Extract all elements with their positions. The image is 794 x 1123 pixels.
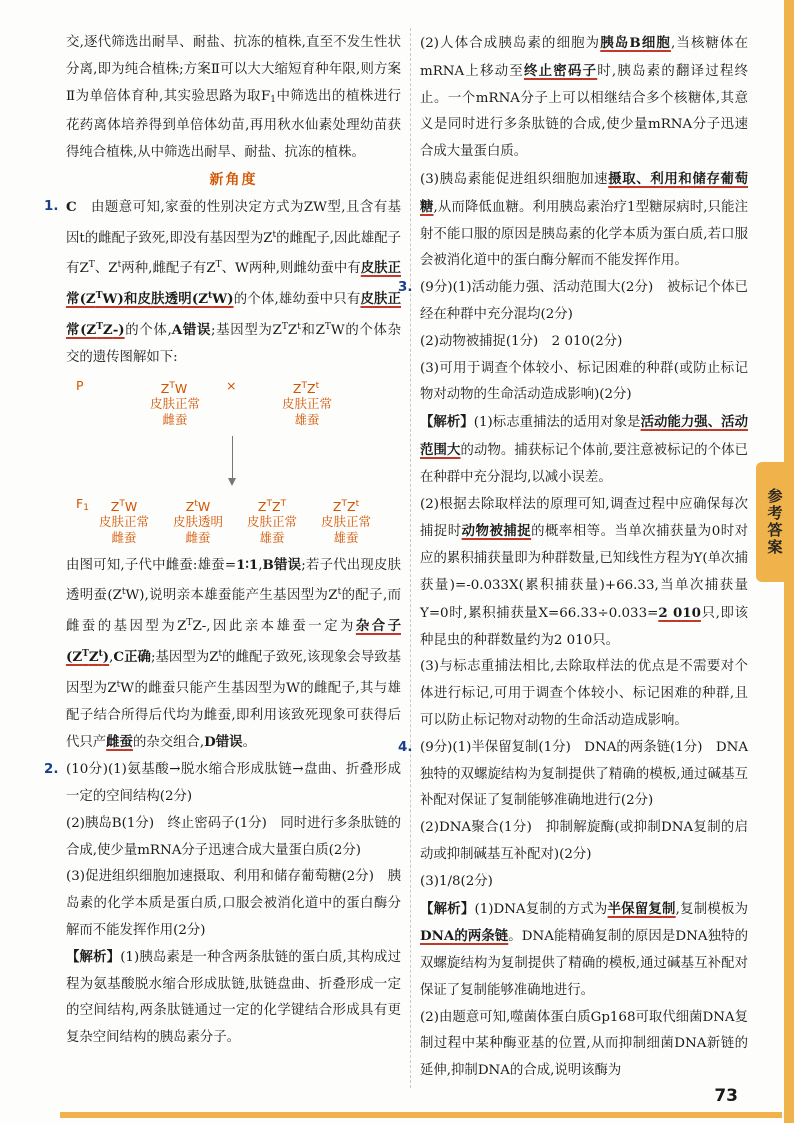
q4-analysis-part2: (2)由题意可知,噬菌体蛋白质Gp168可取代细菌DNA复制过程中某种酶亚基的位置,从而抑制细菌DNA新链的延伸,抑制DNA的合成,说明该酶为 [420, 1009, 748, 1079]
q1-answer: 1. C 由题意可知,家蚕的性别决定方式为ZW型,且含有基因t的雌配子致死,即没有基因型为$Z^t$的雌配子,因此雄配子有$Z^T$、$Z^t$两种,雌配子有$Z^T$、W两种,则雌幼蚕中有皮肤正常$(Z^TW)$和皮肤透明$(Z^tW)$的个体,雄幼蚕中只有皮肤正常$(Z^TZ-)$的个体,A错误;基因型为$Z^TZ^t$和$Z^TW$的个体杂交的遗传图解如下: [44, 198, 401, 365]
left-column [44, 30, 402, 1052]
intro-paragraph: 交,逐代筛选出耐旱、耐盐、抗冻的植株,直至不发生性状分离,即为纯合植株;方案Ⅱ可以大大缩短育种年限,则方案Ⅱ为单倍体育种,其实验思路为取$F_1$中筛选出的植株进行花药离体培养得到单倍体幼苗,再用秋水仙素处理幼苗获得纯合植株,从中筛选出耐旱、耐盐、抗冻的植株。 [66, 35, 402, 161]
q2-part2: (2)胰岛B(1分) 终止密码子(1分) 同时进行多条肽链的合成,使少量mRNA分子迅速合成大量蛋白质(2分) [66, 815, 401, 858]
offspring3-genotype: $Z^TZ^T$ [257, 498, 287, 514]
q4-analysis: 【解析】(1)DNA复制的方式为半保留复制,复制模板为DNA的两条链。DNA能精确复制的原因是DNA独特的双螺旋结构为复制提供了精确的模板,通过碱基互补配对保证了复制能够准确地进行。 [420, 900, 748, 998]
q3-analysis-part3: (3)与标志重捕法相比,去除取样法的优点是不需要对个体进行标记,可用于调查个体较小、标记困难的种群,且可以防止标记物对动物的生命活动造成影响。 [420, 659, 748, 728]
right-column [398, 30, 749, 1085]
offspring2-phenotype: 皮肤透明 雌蚕 [172, 513, 223, 545]
parent1-genotype: $Z^TW$ [160, 380, 188, 396]
q4-part1: 4. (9分)(1)半保留复制(1分) DNA的两条链(1分) DNA独特的双螺旋结构为复制提供了精确的模板,通过碱基互补配对保证了复制能够准确地进行(2分) [398, 739, 748, 809]
bottom-rule [60, 1112, 782, 1118]
q4-part3: (3)1/8(2分) [420, 873, 493, 889]
q3-part1: 3. (9分)(1)活动能力强、活动范围大(2分) 被标记个体已经在种群中充分混均(2分) [398, 280, 748, 322]
offspring1-phenotype: 皮肤正常 雌蚕 [98, 513, 149, 545]
offspring3-phenotype: 皮肤正常 雄蚕 [246, 513, 297, 545]
p-generation-label: P [76, 377, 84, 393]
q3-analysis: 【解析】(1)标志重捕法的适用对象是活动能力强、活动范围大的动物。捕获标记个体前,要注意被标记的个体已在种群中充分混均,以减小误差。 [420, 414, 749, 485]
q3-part2: (2)动物被捕捉(1分) 2 010(2分) [420, 333, 623, 349]
q3-analysis-part2: (2)根据去除取样法的原理可知,调查过程中应确保每次捕捉时动物被捕捉的概率相等。当单次捕获量为0时对应的累积捕获量即为种群数量,已知线性方程为Y(单次捕获量)=-0.033X(累积捕获量)+66.33,当单次捕获量Y=0时,累积捕获量X=66.33÷0.033=2 010只,即该种昆虫的种群数量约为2 010只。 [420, 496, 748, 648]
down-arrow-icon [232, 436, 233, 484]
q2-analysis-part3: (3)胰岛素能促进组织细胞加速摄取、利用和储存葡萄糖,从而降低血糖。利用胰岛素治疗1型糖尿病时,只能注射不能口服的原因是胰岛素的化学本质为蛋白质,若口服会被消化道中的蛋白酶分解而不能发挥作用。 [420, 170, 749, 269]
genetic-cross-diagram [66, 372, 401, 552]
f1-generation-label: $F_1$ [76, 495, 89, 513]
q2-part1: 2. (10分)(1)氨基酸→脱水缩合形成肽链→盘曲、折叠形成一定的空间结构(2分) [44, 762, 401, 804]
q4-part2: (2)DNA聚合(1分) 抑制解旋酶(或抑制DNA复制的启动或抑制碱基互补配对)(2分) [420, 820, 748, 862]
parent2-phenotype: 皮肤正常 雄蚕 [281, 395, 332, 427]
q2-analysis-part2: (2)人体合成胰岛素的细胞为胰岛B细胞,当核糖体在mRNA上移动至终止密码子时,胰岛素的翻译过程终止。一个mRNA分子上可以相继结合多个核糖体,其意义是同时进行多条肽链的合成,使少量mRNA分子迅速合成大量蛋白质。 [420, 35, 749, 160]
q2-analysis: 【解析】(1)胰岛素是一种含两条肽链的蛋白质,其构成过程为氨基酸脱水缩合形成肽链,肽链盘曲、折叠形成一定的空间结构,两条肽链通过一定的化学键结合形成具有更复杂空间结构的胰岛素分子。 [66, 949, 401, 1046]
page-number: 73 [714, 1086, 738, 1106]
q3-part3: (3)可用于调查个体较小、标记困难的种群(或防止标记物对动物的生命活动造成影响)(2分) [420, 360, 748, 403]
offspring4-phenotype: 皮肤正常 雄蚕 [320, 513, 371, 545]
section-heading: 新角度 [209, 171, 258, 188]
parent1-phenotype: 皮肤正常 雌蚕 [149, 395, 200, 427]
offspring4-genotype: $Z^TZ^t$ [332, 498, 360, 514]
q1-analysis: 由图可知,子代中雌蚕:雄蚕=1∶1,B错误;若子代出现皮肤透明蚕$(Z^tW)$,说明亲本雄蚕能产生基因型为$Z^t$的配子,而雌蚕的基因型为$Z^TZ-$,因此亲本雄蚕一定为杂合子$(Z^TZ^t),C$正确;基因型为$Z^t$的雌配子致死,该现象会导致基因型为$Z^tW$的雌蚕只能产生基因型为W的雌配子,其与雄配子结合所得后代均为雌蚕,即利用该致死现象可获得后代只产雌蚕的杂交组合,D错误。 [66, 556, 401, 751]
column-divider [410, 28, 411, 1088]
offspring1-genotype: $Z^TW$ [110, 498, 138, 514]
cross-symbol: × [226, 377, 237, 393]
reference-answer-tab: 参考答案 [756, 462, 794, 582]
q2-part3: (3)促进组织细胞加速摄取、利用和储存葡萄糖(2分) 胰岛素的化学本质是蛋白质,口服会被消化道中的蛋白酶分解而不能发挥作用(2分) [66, 869, 401, 938]
parent2-genotype: $Z^TZ^t$ [292, 380, 320, 396]
offspring2-genotype: $Z^tW$ [185, 498, 211, 514]
